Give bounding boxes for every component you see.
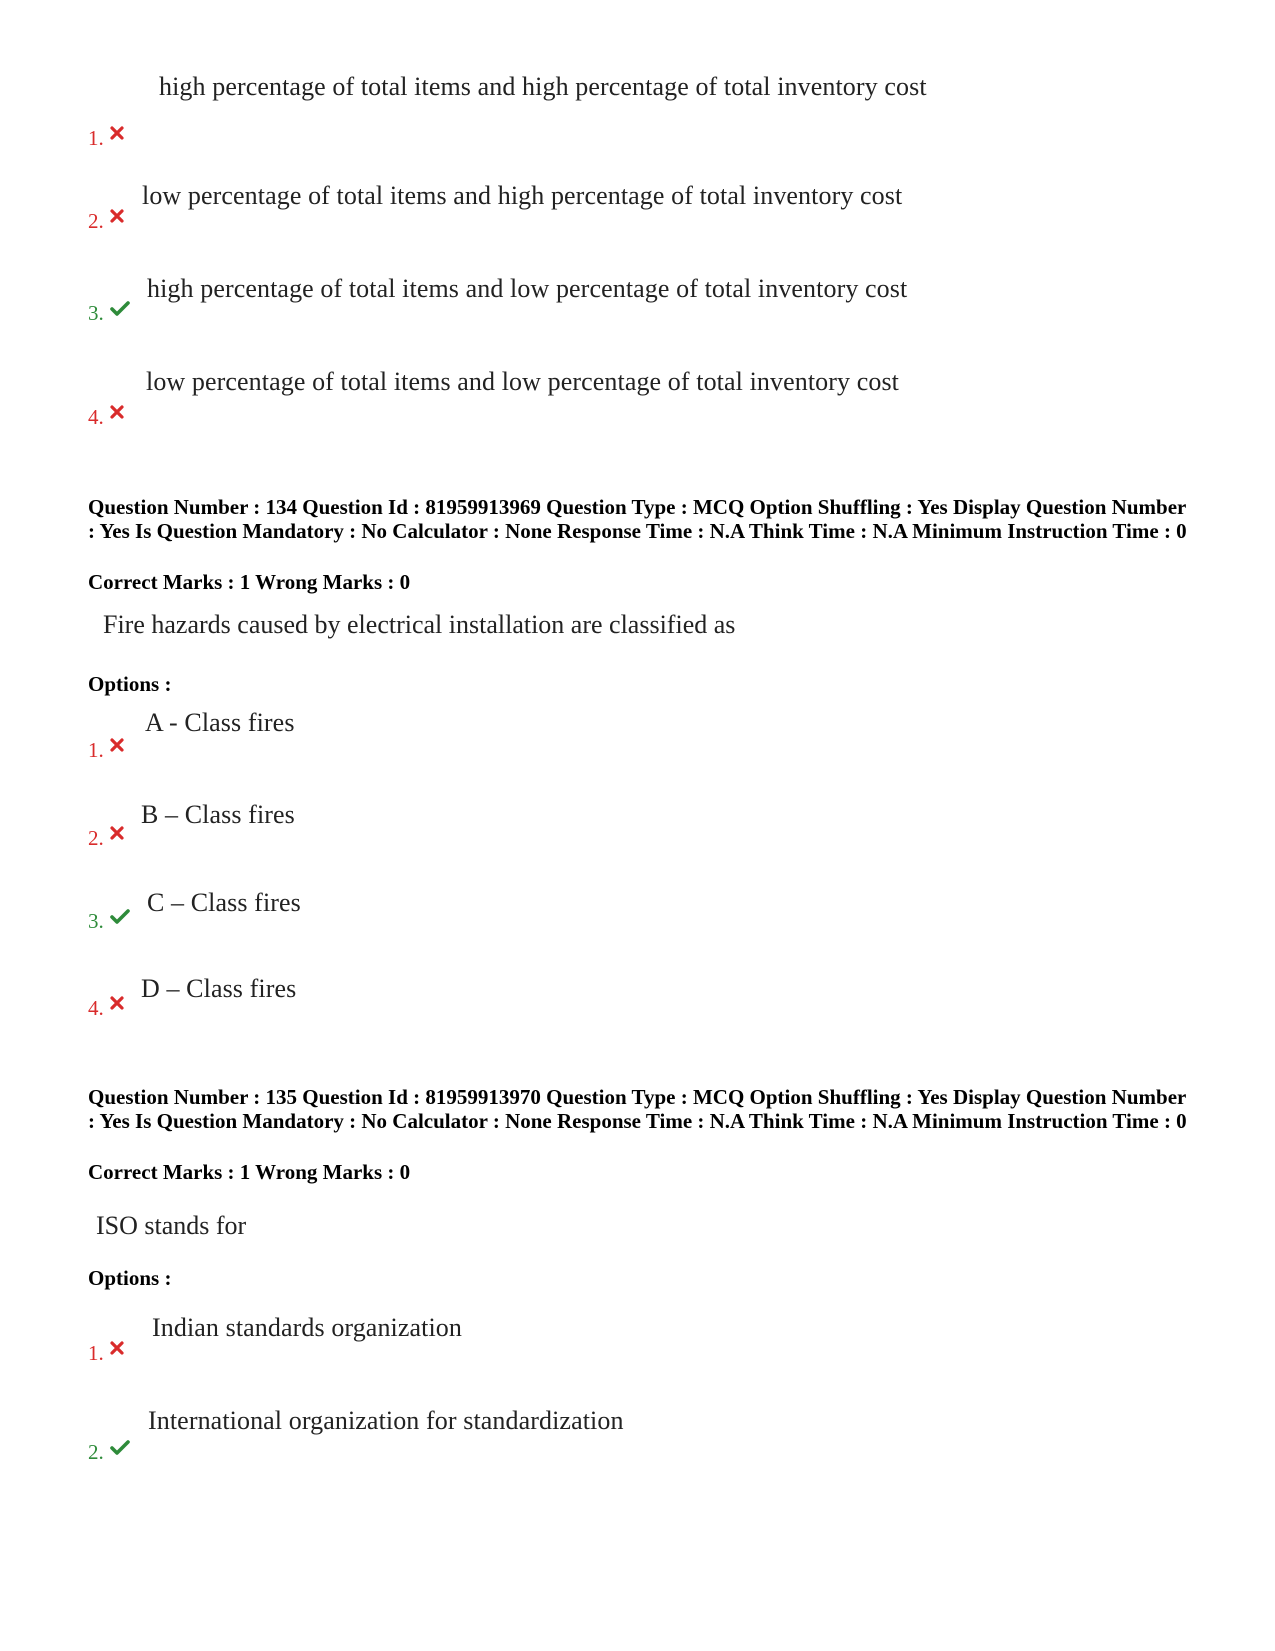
check-icon bbox=[110, 909, 130, 925]
cross-icon bbox=[110, 405, 124, 419]
question-meta: Question Number : 135 Question Id : 81959913970 Question Type : MCQ Option Shuffling : Yes Display Question Number : Yes Is Question Mandatory : No Calculator : None Response Time : N.A Think Time : N.A Minimum Instruction Time : 0 bbox=[88, 1085, 1187, 1133]
cross-icon bbox=[110, 738, 124, 752]
option-text: D – Class fires bbox=[141, 974, 297, 1003]
option-text: low percentage of total items and low percentage of total inventory cost bbox=[146, 367, 899, 396]
option-text: A - Class fires bbox=[145, 708, 295, 737]
option-text: low percentage of total items and high percentage of total inventory cost bbox=[142, 181, 903, 210]
cross-icon bbox=[110, 209, 124, 223]
check-icon bbox=[110, 301, 130, 317]
option-number: 1. bbox=[88, 1341, 124, 1366]
option-number: 4. bbox=[88, 405, 124, 430]
options-label: Options : bbox=[88, 1266, 172, 1290]
option-text: C – Class fires bbox=[147, 888, 301, 917]
question-marks: Correct Marks : 1 Wrong Marks : 0 bbox=[88, 570, 411, 594]
option-number: 4. bbox=[88, 996, 124, 1021]
check-icon bbox=[110, 1440, 130, 1456]
option-text: International organization for standardization bbox=[148, 1406, 624, 1435]
cross-icon bbox=[110, 1341, 124, 1355]
cross-icon bbox=[110, 826, 124, 840]
option-text: high percentage of total items and low percentage of total inventory cost bbox=[147, 274, 908, 303]
option-text: B – Class fires bbox=[141, 800, 295, 829]
option-number: 2. bbox=[88, 1440, 130, 1465]
question-text: Fire hazards caused by electrical installation are classified as bbox=[103, 610, 736, 639]
cross-icon bbox=[110, 126, 124, 140]
options-label: Options : bbox=[88, 672, 172, 696]
question-marks: Correct Marks : 1 Wrong Marks : 0 bbox=[88, 1160, 411, 1184]
option-number: 1. bbox=[88, 738, 124, 763]
cross-icon bbox=[110, 996, 124, 1010]
option-number: 1. bbox=[88, 126, 124, 151]
option-number: 2. bbox=[88, 209, 124, 234]
question-text: ISO stands for bbox=[96, 1211, 247, 1240]
option-text: Indian standards organization bbox=[152, 1313, 462, 1342]
option-number: 2. bbox=[88, 826, 124, 851]
option-text: high percentage of total items and high percentage of total inventory cost bbox=[159, 72, 927, 101]
option-number: 3. bbox=[88, 301, 130, 326]
question-meta: Question Number : 134 Question Id : 81959913969 Question Type : MCQ Option Shuffling : Yes Display Question Number : Yes Is Question Mandatory : No Calculator : None Response Time : N.A Think Time : N.A Minimum Instruction Time : 0 bbox=[88, 495, 1187, 543]
option-number: 3. bbox=[88, 909, 130, 934]
